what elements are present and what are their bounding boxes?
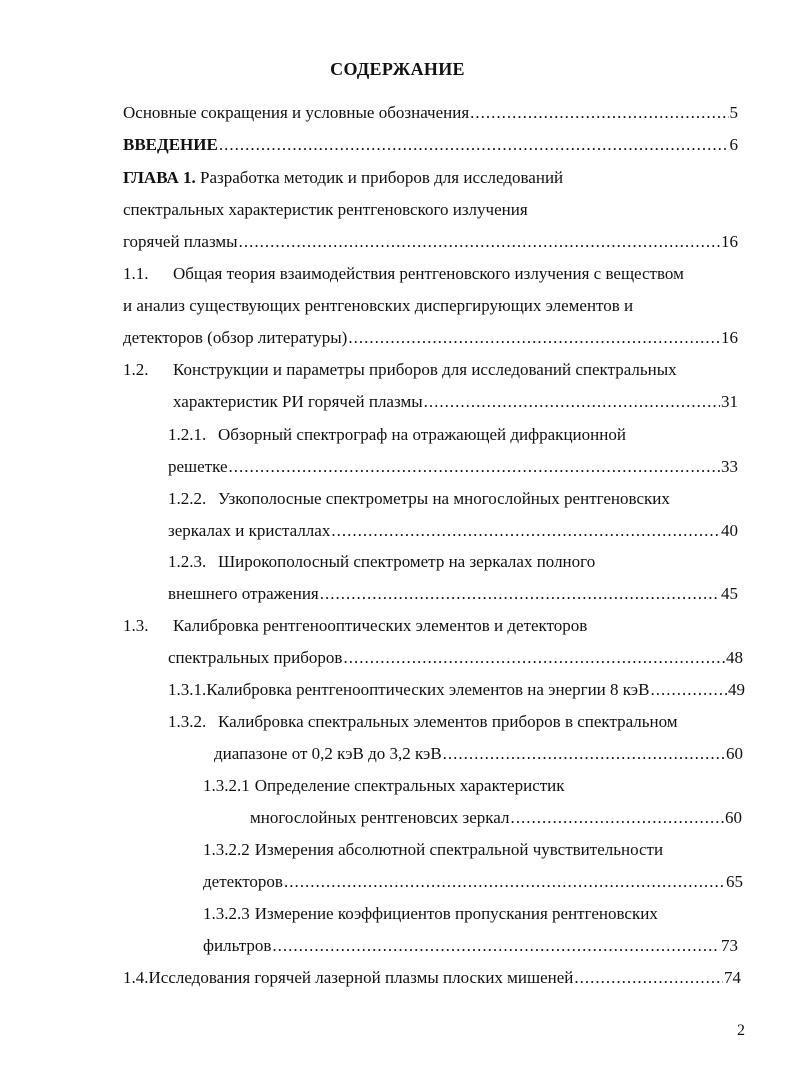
toc-entry-text: Калибровка спектральных элементов приборов в спектральном bbox=[218, 712, 678, 731]
toc-entry-text: Измерения абсолютной спектральной чувствительности bbox=[254, 840, 664, 859]
toc-entry-chapter-1[interactable] bbox=[123, 166, 738, 190]
toc-entry-text: Основные сокращения и условные обозначения bbox=[123, 103, 470, 122]
toc-entry-text: спектральных приборов bbox=[168, 648, 343, 667]
section-number: 1.2.1. bbox=[168, 425, 207, 444]
toc-entry-continuation bbox=[168, 519, 738, 543]
dot-leader bbox=[510, 806, 724, 830]
page-title: СОДЕРЖАНИЕ bbox=[330, 59, 465, 79]
toc-entry-continuation bbox=[123, 230, 738, 254]
toc-entry-text: Конструкции и параметры приборов для исследований спектральных bbox=[173, 360, 677, 379]
toc-entry-1-3-2-3[interactable] bbox=[203, 902, 738, 926]
chapter-label: ГЛАВА 1. bbox=[123, 168, 196, 187]
section-number: 1.3.2.2 bbox=[203, 840, 250, 859]
dot-leader bbox=[229, 455, 721, 479]
dot-leader bbox=[574, 966, 723, 990]
toc-page-number: 6 bbox=[729, 135, 738, 154]
toc-page-number: 5 bbox=[729, 103, 738, 122]
toc-entry-1-3-2[interactable] bbox=[168, 710, 743, 734]
toc-entry-text: Широкополосный спектрометр на зеркалах полного bbox=[218, 552, 596, 571]
toc-entry-introduction[interactable] bbox=[123, 133, 738, 157]
toc-entry-continuation bbox=[168, 646, 743, 670]
toc-entry-text: фильтров bbox=[203, 936, 272, 955]
toc-entry-1-2-2[interactable] bbox=[168, 487, 738, 511]
toc-page-number: 45 bbox=[721, 584, 738, 603]
toc-entry-text: Определение спектральных характеристик bbox=[254, 776, 565, 795]
toc-entry-text: горячей плазмы bbox=[123, 232, 238, 251]
toc-entry-text: детекторов (обзор литературы) bbox=[123, 328, 348, 347]
section-number: 1.3.2.3 bbox=[203, 904, 250, 923]
toc-entry-text: Общая теория взаимодействия рентгеновского излучения с веществом bbox=[173, 264, 684, 283]
toc-page-number: 16 bbox=[721, 328, 738, 347]
toc-entry-continuation bbox=[123, 198, 738, 222]
dot-leader bbox=[470, 101, 728, 125]
page-number: 2 bbox=[737, 1022, 745, 1039]
toc-page-number: 16 bbox=[721, 232, 738, 251]
toc-entry-1-1[interactable] bbox=[123, 262, 743, 286]
toc-entry-continuation bbox=[123, 294, 738, 318]
toc-entry-text: и анализ существующих рентгеновских диспергирующих элементов и bbox=[123, 296, 634, 315]
toc-page-number: 74 bbox=[724, 968, 741, 987]
toc-entry-continuation bbox=[123, 326, 738, 350]
toc-entry-text: решетке bbox=[168, 457, 228, 476]
toc-page-number: 73 bbox=[721, 936, 738, 955]
toc-entry-1-3-2-2[interactable] bbox=[203, 838, 743, 862]
toc-entry-1-3[interactable] bbox=[123, 614, 738, 638]
dot-leader bbox=[272, 934, 720, 958]
toc-entry-1-2-1[interactable] bbox=[168, 423, 738, 447]
toc-entry-text: Разработка методик и приборов для исследований bbox=[200, 168, 564, 187]
toc-page-number: 60 bbox=[726, 744, 743, 763]
toc-entry-continuation bbox=[173, 390, 738, 414]
dot-leader bbox=[219, 133, 729, 157]
toc-entry-1-3-2-1[interactable] bbox=[203, 774, 738, 798]
toc-entry-continuation bbox=[168, 455, 738, 479]
section-number: 1.2. bbox=[123, 360, 149, 379]
dot-leader bbox=[443, 742, 725, 766]
toc-entry-continuation bbox=[203, 870, 743, 894]
toc-entry-text: Узкополосные спектрометры на многослойных рентгеновских bbox=[218, 489, 670, 508]
section-number: 1.4. bbox=[123, 968, 149, 987]
section-number: 1.2.3. bbox=[168, 552, 207, 571]
dot-leader bbox=[650, 678, 727, 702]
section-number: 1.3.1. bbox=[168, 680, 207, 699]
toc-page-number: 33 bbox=[721, 457, 738, 476]
section-number: 1.3.2.1 bbox=[203, 776, 250, 795]
toc-page-number: 60 bbox=[725, 808, 742, 827]
toc-page-number: 31 bbox=[721, 392, 738, 411]
section-number: 1.2.2. bbox=[168, 489, 207, 508]
toc-entry-text: Обзорный спектрограф на отражающей дифракционной bbox=[218, 425, 626, 444]
toc-entry-text: Исследования горячей лазерной плазмы плоских мишеней bbox=[148, 968, 574, 987]
toc-entry-text: детекторов bbox=[203, 872, 283, 891]
toc-page-number: 48 bbox=[726, 648, 743, 667]
toc-entry-text: внешнего отражения bbox=[168, 584, 319, 603]
toc-entry-text: многослойных рентгеновсих зеркал bbox=[250, 808, 510, 827]
toc-entry-text: ВВЕДЕНИЕ bbox=[123, 135, 218, 154]
toc-entry-continuation bbox=[203, 934, 738, 958]
dot-leader bbox=[239, 230, 720, 254]
toc-entry-1-2-3[interactable] bbox=[168, 550, 738, 574]
toc-entry-text: зеркалах и кристаллах bbox=[168, 521, 331, 540]
toc-entry-text: Калибровка рентгенооптических элементов и детекторов bbox=[173, 616, 588, 635]
toc-entry-continuation bbox=[168, 582, 738, 606]
section-number: 1.3.2. bbox=[168, 712, 207, 731]
toc-page-number: 65 bbox=[726, 872, 743, 891]
toc-entry-1-3-1[interactable] bbox=[168, 678, 745, 702]
toc-entry-text: Калибровка рентгенооптических элементов на энергии 8 кэВ bbox=[206, 680, 650, 699]
dot-leader bbox=[424, 390, 720, 414]
dot-leader bbox=[348, 326, 720, 350]
toc-entry-continuation bbox=[214, 742, 743, 766]
dot-leader bbox=[284, 870, 725, 894]
dot-leader bbox=[320, 582, 720, 606]
toc-entry-text: спектральных характеристик рентгеновского излучения bbox=[123, 200, 528, 219]
toc-entry-abbreviations[interactable] bbox=[123, 101, 738, 125]
toc-page-number: 49 bbox=[728, 680, 745, 699]
dot-leader bbox=[331, 519, 720, 543]
toc-entry-text: характеристик РИ горячей плазмы bbox=[173, 392, 423, 411]
toc-page-number: 40 bbox=[721, 521, 738, 540]
section-number: 1.3. bbox=[123, 616, 149, 635]
toc-entry-text: Измерение коэффициентов пропускания рентгеновских bbox=[254, 904, 658, 923]
toc-entry-1-2[interactable] bbox=[123, 358, 738, 382]
toc-entry-1-4[interactable] bbox=[123, 966, 741, 990]
toc-entry-text: диапазоне от 0,2 кэВ до 3,2 кэВ bbox=[214, 744, 442, 763]
section-number: 1.1. bbox=[123, 264, 149, 283]
dot-leader bbox=[343, 646, 725, 670]
toc-entry-continuation bbox=[250, 806, 742, 830]
